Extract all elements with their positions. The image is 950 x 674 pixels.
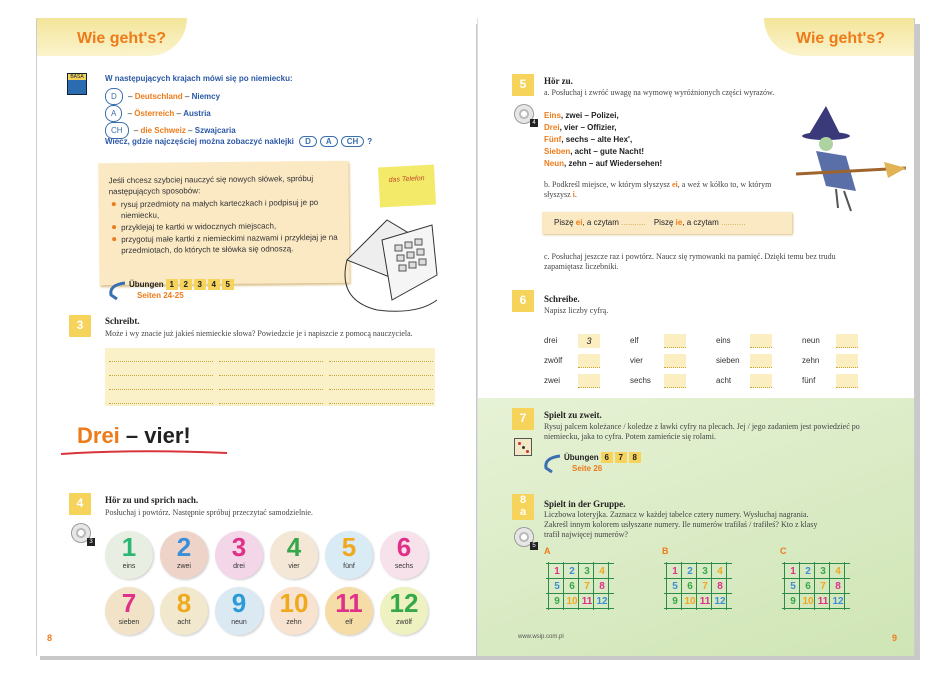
number-word-label: fünf [802, 376, 816, 385]
country-row: CH – die Schweiz – Szwajcaria [105, 122, 236, 139]
exercise-8-number: 8 a [512, 494, 534, 520]
sticky-note: das Telefon [378, 165, 436, 208]
bingo-cell[interactable]: 10 [802, 596, 814, 607]
bingo-cell[interactable]: 5 [790, 581, 796, 592]
bingo-cell[interactable]: 9 [790, 596, 796, 607]
exercise-5a-text: a. Posłuchaj i zwróć uwagę na wymowę wyróżnionych części wyrazów. [544, 88, 775, 97]
bingo-cell[interactable]: 3 [584, 566, 590, 577]
number-card-vier[interactable] [270, 531, 318, 579]
number-digit: 4 [286, 532, 302, 562]
ubungen-number[interactable]: 4 [208, 279, 220, 290]
exercise-4-title: Hör zu und sprich nach. [105, 495, 199, 505]
bullet-icon [112, 225, 116, 229]
number-word: fünf [343, 563, 355, 570]
number-word: drei [233, 563, 245, 570]
digit-answer-field[interactable] [578, 354, 600, 368]
bingo-cell[interactable]: 8 [599, 581, 605, 592]
bingo-cell[interactable]: 12 [596, 596, 608, 607]
exercise-3-text: Może i wy znacie już jakieś niemieckie słowa? Powiedzcie je i napiszcie z pomocą nauczyciela. [105, 329, 413, 338]
ubungen-number[interactable]: 8 [629, 452, 641, 463]
digit-answer-field[interactable] [664, 374, 686, 388]
tip-text: przygotuj małe kartki z niemieckimi nazwami i przyklejaj je na przedmiotach, do których te słówka się odnoszą. [121, 232, 338, 256]
exercise-6-title: Schreibe. [544, 294, 580, 304]
seiten-ref: Seiten 24-25 [137, 291, 184, 300]
number-digit: 10 [279, 588, 309, 618]
country-polish: Austria [183, 109, 211, 118]
number-digit: 1 [121, 532, 137, 562]
grid-line [782, 578, 850, 579]
bingo-cell[interactable]: 7 [702, 581, 708, 592]
grid-line [782, 593, 850, 594]
exercise-5-title: Hör zu. [544, 76, 573, 86]
cd-icon[interactable]: 5 [514, 527, 534, 547]
bingo-grid[interactable] [664, 562, 728, 610]
page-header-title: Wie geht's? [796, 30, 885, 47]
digit-answer-field[interactable] [836, 334, 858, 348]
number-digit: 9 [231, 588, 247, 618]
basa-icon: BASA [67, 73, 87, 95]
grid-line [696, 562, 697, 610]
grid-line [664, 578, 732, 579]
exercise-4-number: 4 [69, 493, 91, 515]
arrow-icon [107, 279, 129, 301]
number-word-label: zwölf [544, 356, 563, 365]
ubungen-list: Übungen 1 2 3 4 5 [129, 279, 234, 290]
arrow-icon [542, 452, 564, 474]
grid-label: C [780, 546, 787, 556]
rhyme-line: Drei, vier – Offizier, [544, 123, 617, 132]
number-digit: 2 [176, 532, 192, 562]
country-german: Österreich [134, 109, 175, 118]
bingo-cell[interactable]: 8 [717, 581, 723, 592]
number-rhyme [544, 110, 662, 170]
digit-answer-field[interactable] [750, 374, 772, 388]
tip-list [121, 197, 344, 257]
number-word-label: eins [716, 336, 731, 345]
witch-illustration [796, 96, 906, 216]
tip-lead: Jeśli chcesz szybciej nauczyć się nowych słówek, spróbuj następujących sposobów: [108, 174, 314, 197]
number-digit: 7 [121, 588, 137, 618]
bullet-icon [112, 237, 116, 241]
digit-answer-field[interactable] [750, 354, 772, 368]
ubungen-number[interactable]: 3 [194, 279, 206, 290]
number-digit: 6 [396, 532, 412, 562]
rhyme-line: Eins, zwei – Polizei, [544, 111, 619, 120]
grid-line [814, 562, 815, 610]
grid-line [664, 563, 732, 564]
bingo-cell[interactable]: 6 [569, 581, 575, 592]
number-card-zwölf[interactable] [380, 587, 428, 635]
bingo-cell[interactable]: 3 [820, 566, 826, 577]
grid-line [593, 562, 594, 610]
country-polish: Szwajcaria [194, 126, 236, 135]
country-row: A – Österreich – Austria [105, 105, 236, 122]
grid-line [711, 562, 712, 610]
bingo-cell[interactable]: 6 [805, 581, 811, 592]
seite-ref: Seite 26 [572, 464, 603, 473]
exercise-8-text: Liczbowa loteryjka. Zaznacz w każdej tabelce cztery numery. Wysłuchaj nagrania. Zakreśl innym kolorem usłyszane numery. Ile numerów trafiłaś / trafiłeś? Kto z klasy trafił najwięcej numerów? [544, 510, 818, 539]
exercise-3-title: Schreibt. [105, 316, 140, 326]
grid-line [681, 562, 682, 610]
number-digit: 12 [389, 588, 419, 618]
number-word-label: neun [802, 336, 820, 345]
number-word: neun [231, 619, 247, 626]
number-card-sechs[interactable] [380, 531, 428, 579]
exercise-6-text: Napisz liczby cyfrą. [544, 306, 609, 315]
tip-item [121, 220, 343, 233]
bingo-cell[interactable]: 12 [714, 596, 726, 607]
number-card-acht[interactable] [160, 587, 208, 635]
ubungen-number[interactable]: 7 [615, 452, 627, 463]
number-word-label: vier [630, 356, 643, 365]
bingo-cell[interactable]: 11 [699, 596, 711, 607]
grid-line [726, 562, 727, 610]
bingo-cell[interactable]: 10 [684, 596, 696, 607]
bingo-cell[interactable]: 6 [687, 581, 693, 592]
cd-icon[interactable]: 4 [514, 104, 534, 124]
number-word-label: sechs [630, 376, 651, 385]
tip-text: przyklejaj te kartki w widocznych miejscach, [120, 221, 277, 233]
telephone-drawing [337, 200, 447, 320]
page-header-title: Wie geht's? [77, 30, 166, 47]
grid-line [563, 562, 564, 610]
tip-item [121, 232, 343, 256]
grid-line [664, 608, 732, 609]
country-code-badge: D [105, 88, 123, 105]
left-page [36, 18, 476, 656]
grid-line [784, 562, 785, 610]
bullet-icon [112, 202, 116, 206]
digit-answer-field[interactable] [664, 354, 686, 368]
number-card-eins[interactable] [105, 531, 153, 579]
tip-item [121, 197, 343, 221]
rhyme-line: Sieben, acht – gute Nacht! [544, 147, 645, 156]
number-word: sechs [394, 563, 414, 570]
number-card-fünf[interactable] [325, 531, 373, 579]
exercise-5b-text: b. Podkreśl miejsce, w którym słyszysz ei, a weź w kółko to, w którym słyszysz i. [544, 180, 772, 199]
number-card-elf[interactable] [325, 587, 373, 635]
number-card-drei[interactable] [215, 531, 263, 579]
bingo-cell[interactable]: 1 [672, 566, 678, 577]
grid-line [666, 562, 667, 610]
footer-url: www.wsip.com.pl [518, 634, 564, 640]
section-underline [59, 448, 229, 458]
section-title: Drei – vier! [77, 423, 191, 448]
grid-label: B [662, 546, 669, 556]
exercise-5c-text: c. Posłuchaj jeszcze raz i powtórz. Naucz się rymowanki na pamięć. Dzięki temu bez trudu zapamiętasz liczebniki. [544, 252, 836, 271]
bingo-cell[interactable]: 3 [702, 566, 708, 577]
grid-line [829, 562, 830, 610]
bingo-cell[interactable]: 9 [554, 596, 560, 607]
number-word: zwei [176, 563, 191, 570]
number-word-label: acht [716, 376, 732, 385]
grid-line [546, 608, 614, 609]
country-polish: Niemcy [191, 92, 221, 101]
grid-line [546, 593, 614, 594]
bingo-cell[interactable]: 12 [832, 596, 844, 607]
number-digit: 3 [231, 532, 247, 562]
bingo-cell[interactable]: 2 [687, 566, 693, 577]
number-word: eins [122, 563, 136, 570]
bingo-cell[interactable]: 1 [790, 566, 796, 577]
bingo-cell[interactable]: 7 [584, 581, 590, 592]
number-word-label: elf [630, 336, 639, 345]
digit-answer-field[interactable] [578, 374, 600, 388]
exercise-6-number: 6 [512, 290, 534, 312]
rhyme-line: Fünf, sechs – alte Hex', [544, 135, 633, 144]
digit-answer-field[interactable] [836, 374, 858, 388]
exercise-4-text: Posłuchaj i powtórz. Następnie spróbuj przeczytać samodzielnie. [105, 508, 313, 517]
bingo-cell[interactable]: 4 [835, 566, 841, 577]
number-card-zehn[interactable] [270, 587, 318, 635]
grid-line [664, 593, 732, 594]
grid-line [578, 562, 579, 610]
exercise-8-title: Spielt in der Gruppe. [544, 499, 626, 509]
intro-title: W następujących krajach mówi się po niemiecku: [105, 74, 293, 83]
grid-line [844, 562, 845, 610]
number-card-neun[interactable] [215, 587, 263, 635]
exercise-7-number: 7 [512, 408, 534, 430]
country-german: Deutschland [134, 92, 183, 101]
pisze-box: Piszę ei, a czytam ........... Piszę ie, a czytam ........... [542, 212, 792, 234]
bingo-cell[interactable]: 11 [581, 596, 593, 607]
bingo-cell[interactable]: 5 [672, 581, 678, 592]
number-word: acht [177, 619, 191, 626]
ubungen-number[interactable]: 6 [601, 452, 613, 463]
number-digit: 8 [176, 588, 192, 618]
number-card-sieben[interactable] [105, 587, 153, 635]
bingo-cell[interactable]: 10 [566, 596, 578, 607]
exercise-7-title: Spielt zu zweit. [544, 410, 602, 420]
tip-text: rysuj przedmioty na małych karteczkach i podpisuj je po niemiecku, [120, 198, 319, 221]
grid-line [782, 608, 850, 609]
question-text: Wiecz, gdzie najczęściej można zobaczyć naklejki [105, 137, 294, 146]
digit-answer-field[interactable]: 3 [578, 334, 600, 348]
bingo-grid[interactable] [782, 562, 846, 610]
number-word-label: drei [544, 336, 558, 345]
grid-line [608, 562, 609, 610]
number-word: elf [345, 619, 353, 626]
tip-box [98, 161, 349, 286]
number-card-zwei[interactable] [160, 531, 208, 579]
writing-lines[interactable] [105, 348, 435, 406]
country-code-badge: CH [105, 122, 129, 139]
bingo-cell[interactable]: 8 [835, 581, 841, 592]
grid-line [782, 563, 850, 564]
digit-answer-field[interactable] [664, 334, 686, 348]
grid-line [548, 562, 549, 610]
number-word: sieben [118, 619, 140, 626]
grid-label: A [544, 546, 551, 556]
number-word-label: sieben [716, 356, 740, 365]
bingo-cell[interactable]: 2 [805, 566, 811, 577]
sticker-question: Wiecz, gdzie najczęściej można zobaczyć naklejki D A CH ? [105, 137, 373, 146]
number-word-label: zwei [544, 376, 561, 385]
dice-icon [514, 438, 532, 456]
bingo-cell[interactable]: 4 [717, 566, 723, 577]
ubungen-number[interactable]: 2 [180, 279, 192, 290]
number-digit: 5 [341, 532, 357, 562]
exercise-7-text: Rysuj palcem koleżance / koledze z ławki cyfry na plecach. Jej / jego zadaniem jest powiedzieć po niemiecku, jaka to cyfra. Potem zamieńcie się rolami. [544, 422, 860, 441]
ubungen-number[interactable]: 1 [166, 279, 178, 290]
grid-line [799, 562, 800, 610]
digit-answer-field[interactable] [750, 334, 772, 348]
cd-icon[interactable]: 3 [71, 523, 91, 543]
ubungen-number[interactable]: 5 [222, 279, 234, 290]
exercise-5-number: 5 [512, 74, 534, 96]
bingo-cell[interactable]: 9 [672, 596, 678, 607]
bingo-cell[interactable]: 1 [554, 566, 560, 577]
page-number: 9 [892, 633, 898, 643]
number-digit: 11 [335, 588, 363, 618]
country-code-badge: A [105, 105, 122, 122]
number-word-label: zehn [802, 356, 820, 365]
page-number: 8 [47, 633, 53, 643]
number-word: zwölf [396, 619, 412, 626]
bingo-cell[interactable]: 11 [817, 596, 829, 607]
bingo-grid[interactable] [546, 562, 610, 610]
right-page [477, 18, 915, 656]
rhyme-line: Neun, zehn – auf Wiedersehen! [544, 159, 663, 168]
country-german: die Schweiz [140, 126, 186, 135]
bingo-cell[interactable]: 5 [554, 581, 560, 592]
exercise-3-number: 3 [69, 315, 91, 337]
number-word: zehn [286, 619, 302, 626]
number-word: vier [288, 563, 300, 570]
bingo-cell[interactable]: 7 [820, 581, 826, 592]
bingo-cell[interactable]: 2 [569, 566, 575, 577]
grid-line [546, 578, 614, 579]
ubungen-list: Übungen 6 7 8 [564, 452, 641, 463]
bingo-cell[interactable]: 4 [599, 566, 605, 577]
country-list [105, 88, 236, 139]
grid-line [546, 563, 614, 564]
digit-answer-field[interactable] [836, 354, 858, 368]
country-row: D – Deutschland – Niemcy [105, 88, 236, 105]
